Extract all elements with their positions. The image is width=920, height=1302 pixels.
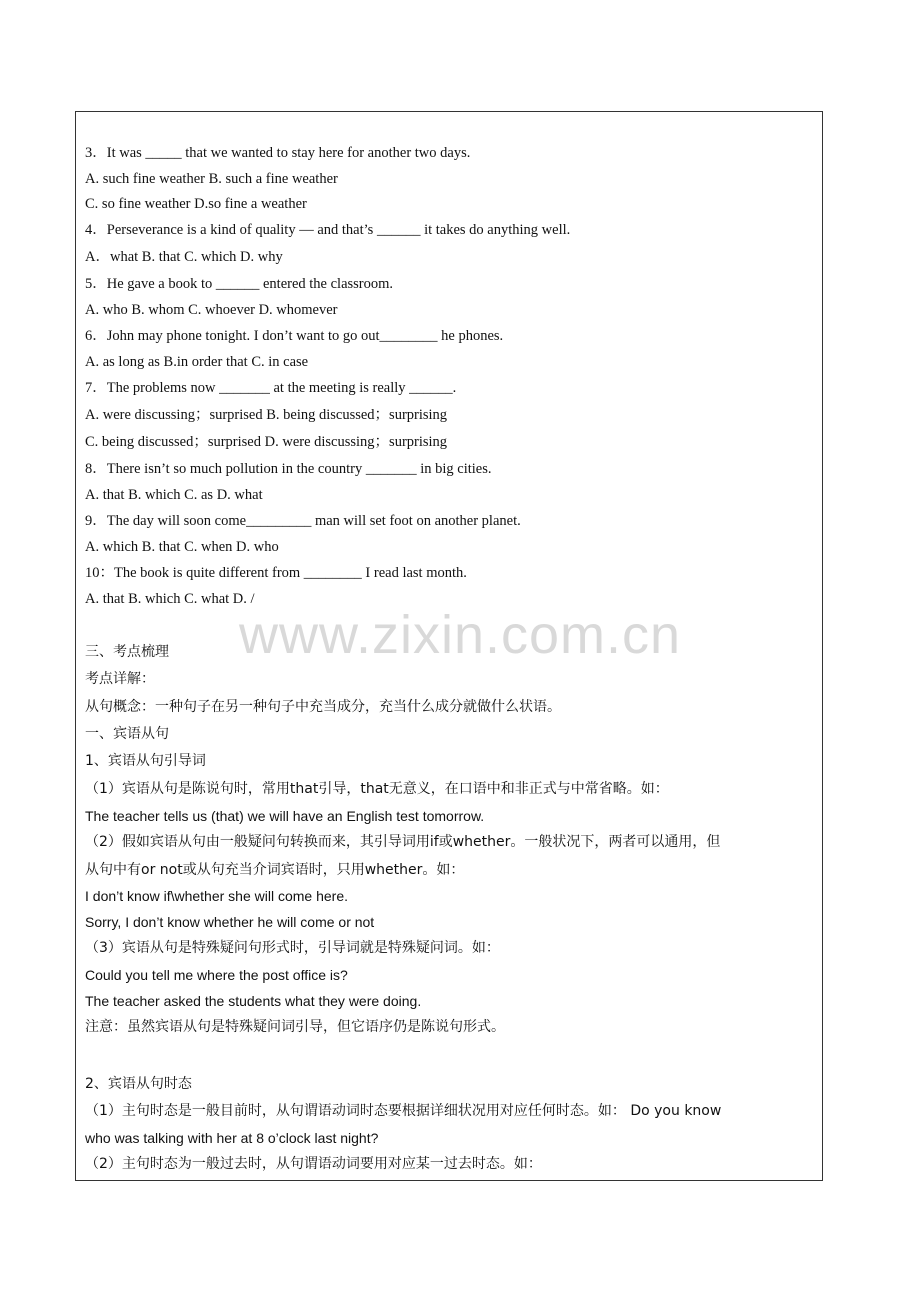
rule-3: （3）宾语从句是特殊疑问句形式时，引导词就是特殊疑问词。如： (85, 940, 500, 956)
example-2b: Sorry, I don’t know whether he will come or not (85, 914, 375, 930)
example-3b: The teacher asked the students what they were doing. (85, 993, 422, 1009)
note-text: 注意：虽然宾语从句是特殊疑问词引导，但它语序仍是陈说句形式。 (85, 1019, 505, 1035)
question-4-options: A．what B. that C. which D. why (85, 249, 283, 265)
question-3-options-cd: C. so fine weather D.so fine a weather (85, 196, 307, 212)
question-4: 4．Perseverance is a kind of quality — and that’s ______ it takes do anything well. (85, 222, 571, 238)
example-2a: I don’t know if\whether she will come here. (85, 888, 349, 904)
question-8-options: A. that B. which C. as D. what (85, 487, 263, 503)
question-6-options: A. as long as B.in order that C. in case (85, 354, 309, 370)
rule-1: （1）宾语从句是陈说句时，常用that引导，that无意义，在口语中和非正式与中常省略。如： (85, 781, 669, 797)
rule-2-line-1: （2）假如宾语从句由一般疑问句转换而来，其引导词用if或whether。一般状况下，两者可以通用，但 (85, 834, 721, 850)
question-6: 6．John may phone tonight. I don’t want to go out________ he phones. (85, 328, 504, 344)
question-3-options-ab: A. such fine weather B. such a fine weather (85, 171, 338, 187)
watermark: www.zixin.com.cn (238, 605, 682, 665)
section-title: 三、考点梳理 (85, 644, 169, 660)
tense-rule-1-line-2: who was talking with her at 8 o’clock last night? (85, 1130, 379, 1146)
question-10: 10：The book is quite different from ________ I read last month. (85, 565, 467, 581)
question-7-options-cd: C. being discussed；surprised D. were discussing；surprising (85, 434, 448, 450)
question-3: 3．It was _____ that we wanted to stay here for another two days. (85, 145, 471, 161)
question-7-options-ab: A. were discussing；surprised B. being discussed；surprising (85, 407, 448, 423)
example-3a: Could you tell me where the post office is? (85, 967, 348, 983)
question-8: 8．There isn’t so much pollution in the country _______ in big cities. (85, 461, 492, 477)
rule-2-line-2: 从句中有or not或从句充当介词宾语时，只用whether。如： (85, 862, 465, 878)
question-9: 9．The day will soon come_________ man will set foot on another planet. (85, 513, 521, 529)
example-1: The teacher tells us (that) we will have an English test tomorrow. (85, 808, 485, 824)
tense-rule-1-line-1: （1）主句时态是一般目前时，从句谓语动词时态要根据详细状况用对应任何时态。如： Do you know (85, 1103, 722, 1119)
question-7: 7．The problems now _______ at the meeting is really ______. (85, 380, 457, 396)
tense-rule-2: （2）主句时态为一般过去时，从句谓语动词要用对应某一过去时态。如： (85, 1156, 542, 1172)
concept-text: 从句概念：一种句子在另一种句子中充当成分，充当什么成分就做什么状语。 (85, 699, 561, 715)
question-10-options: A. that B. which C. what D. / (85, 591, 255, 607)
detail-title: 考点详解： (85, 671, 155, 687)
subheading-tense: 2、宾语从句时态 (85, 1076, 192, 1092)
question-9-options: A. which B. that C. when D. who (85, 539, 279, 555)
question-5: 5．He gave a book to ______ entered the classroom. (85, 276, 394, 292)
subheading-connectives: 1、宾语从句引导词 (85, 753, 206, 769)
heading-object-clause: 一、宾语从句 (85, 726, 169, 742)
question-5-options: A. who B. whom C. whoever D. whomever (85, 302, 338, 318)
